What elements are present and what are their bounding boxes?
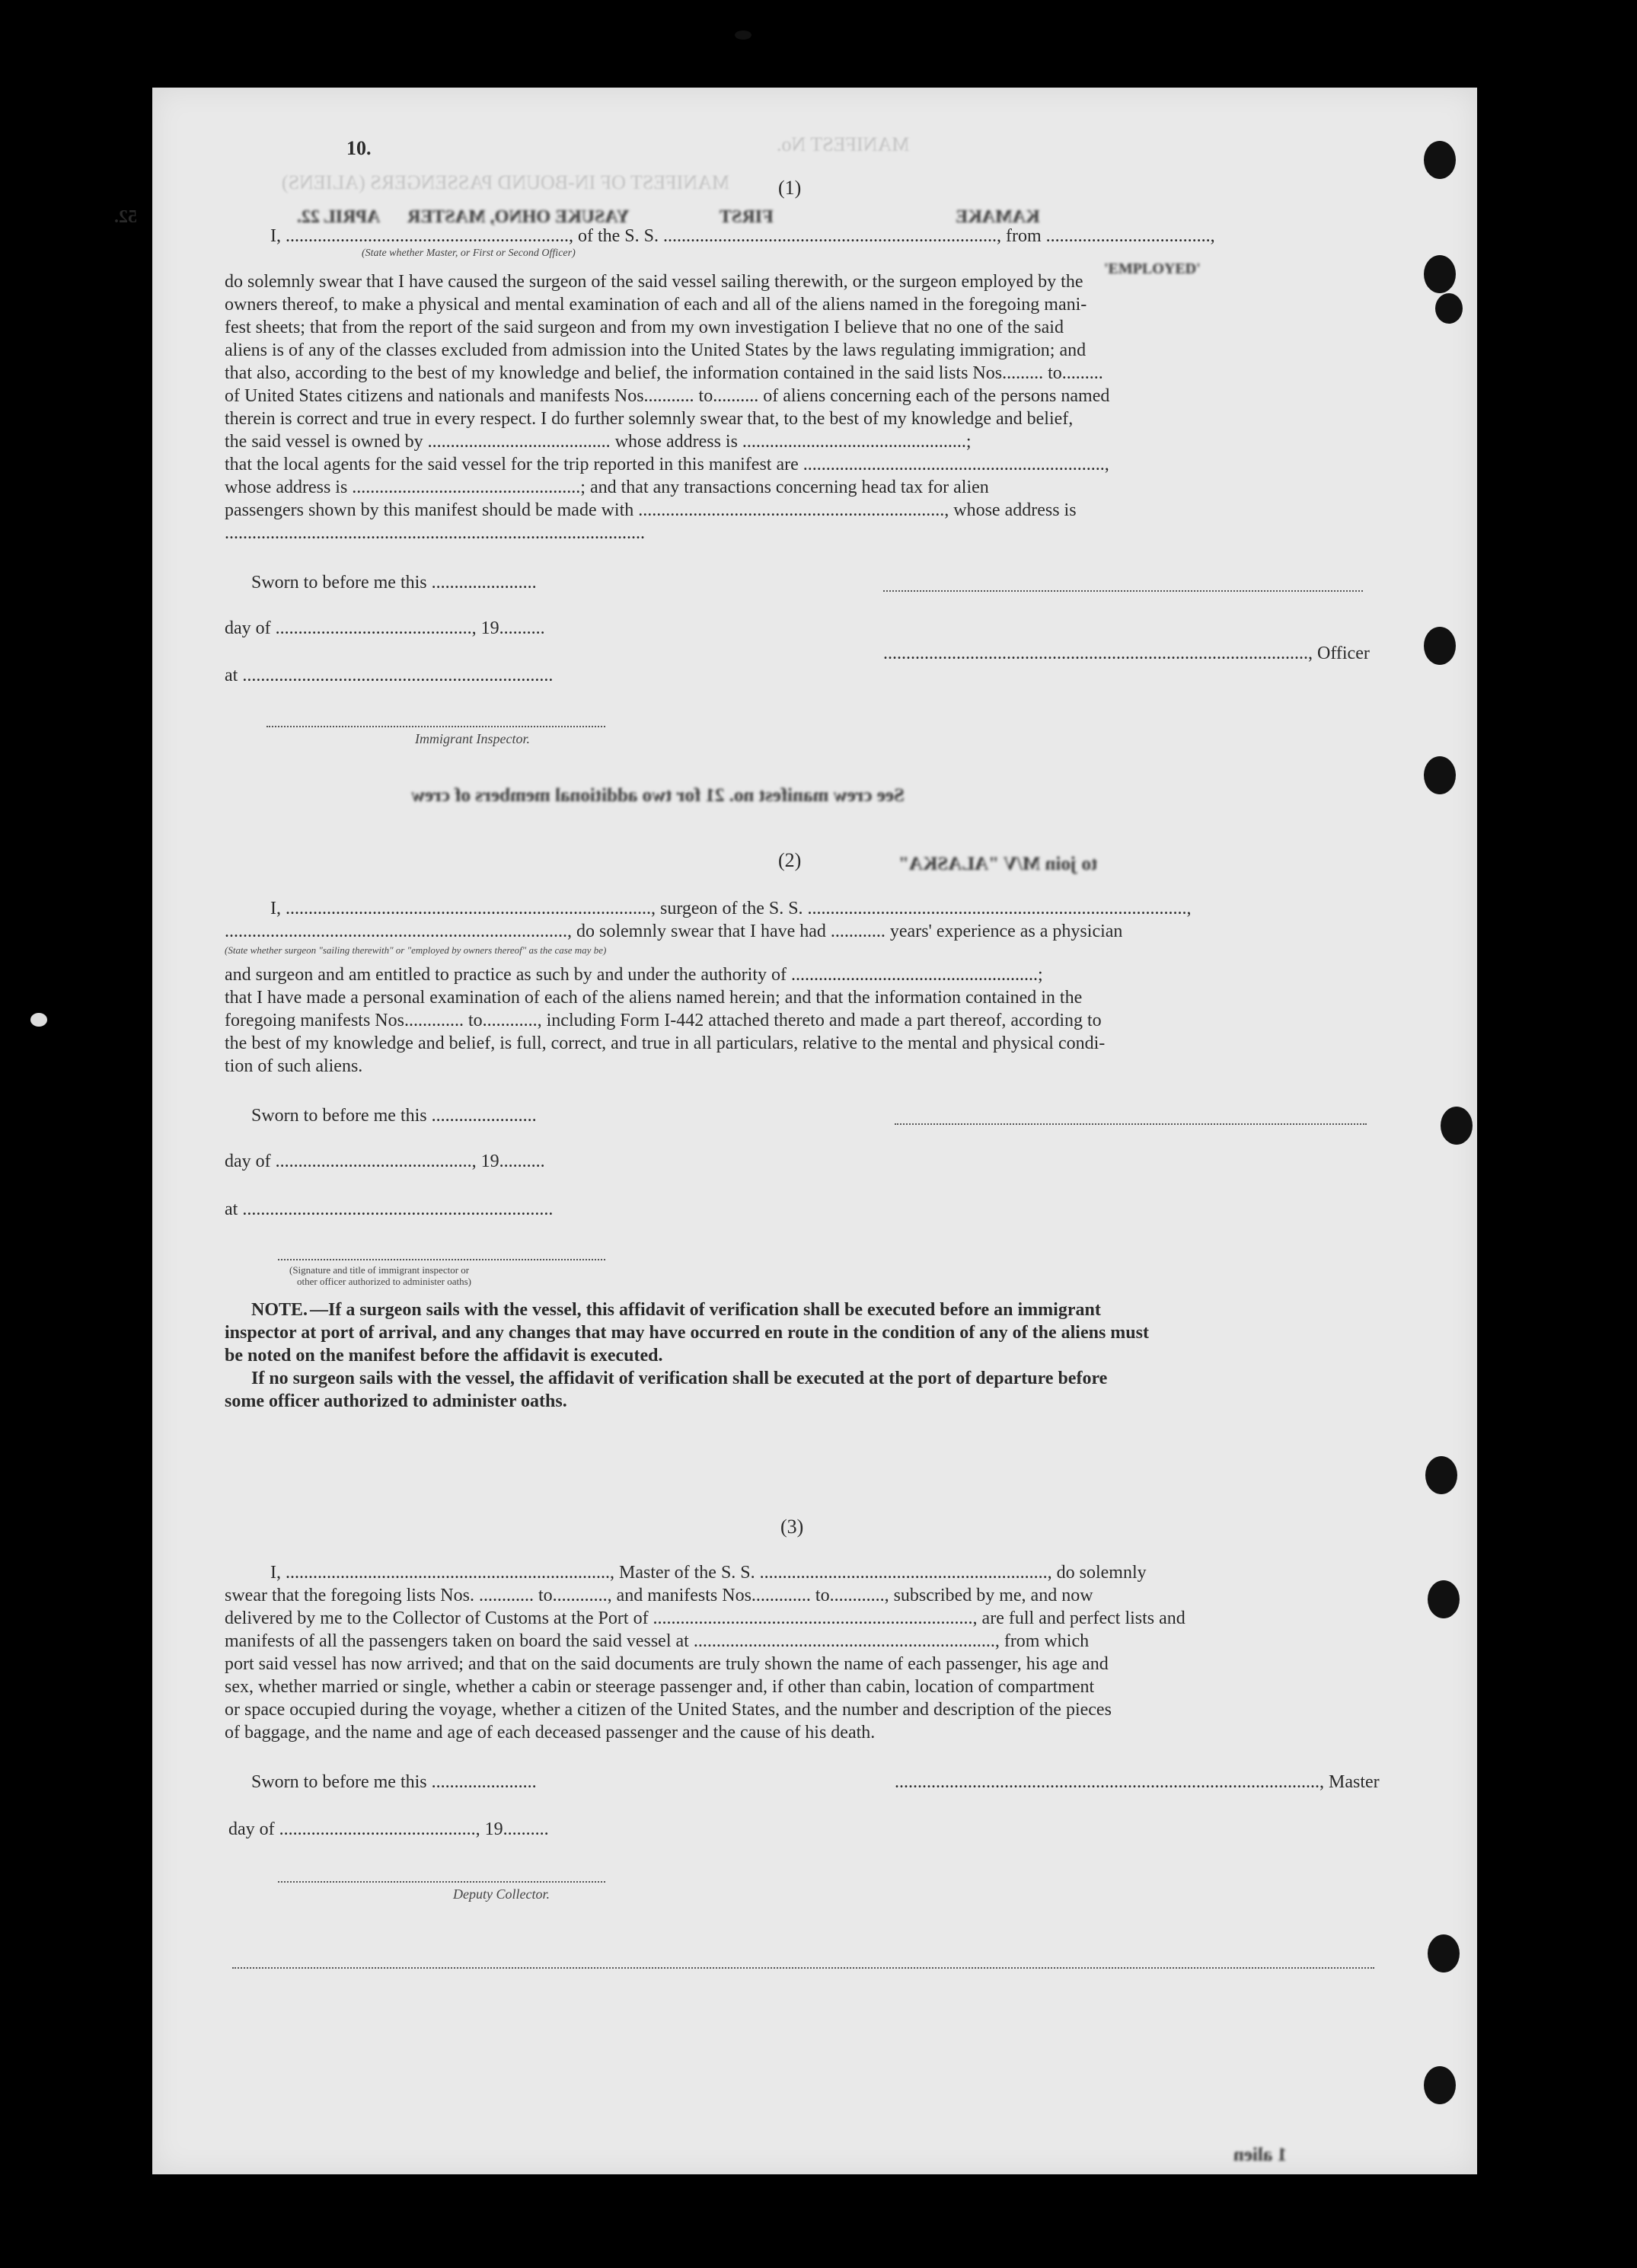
- s3-para-line: swear that the foregoing lists Nos. ............ to............, and manifests Nos............. to............, subscribed by me, and now: [225, 1586, 1093, 1605]
- punch-hole: [1424, 627, 1456, 665]
- s1-day: day of ..........................................., 19..........: [225, 618, 545, 638]
- s2-sworn: Sworn to before me this .......................: [251, 1106, 537, 1126]
- s1-sworn: Sworn to before me this .......................: [251, 573, 537, 593]
- bottom-rule: [232, 1967, 1374, 1969]
- s1-officer-line: ............................................................................................., Officer: [883, 644, 1370, 663]
- s3-para-line: sex, whether married or single, whether a cabin or steerage passenger and, if other than cabin, location of compartment: [225, 1677, 1095, 1697]
- punch-hole: [1441, 1107, 1473, 1145]
- s1-para-line: therein is correct and true in every respect. I do further solemnly swear that, to the best of my knowledge and belief,: [225, 409, 1074, 429]
- s1-para-line: aliens is of any of the classes excluded from admission into the United States by the laws regulating immigration; and: [225, 340, 1087, 360]
- s1-para-line: that the local agents for the said vessel for the trip reported in this manifest are ..................................................................,: [225, 455, 1109, 474]
- s1-signature-line: [883, 590, 1363, 592]
- manifest-page: [114, 88, 1477, 2174]
- s3-para-line: port said vessel has now arrived; and that on the said documents are truly shown the name of each passenger, his age and: [225, 1654, 1109, 1674]
- speck: [735, 30, 751, 40]
- s1-para-line: ............................................................................................: [225, 523, 645, 543]
- typed-officer-name: YASUKE OHNO, MASTER: [407, 207, 630, 227]
- s1-para-line: passengers shown by this manifest should be made with ..................................................................., whose address is: [225, 500, 1077, 520]
- s1-para-line: the said vessel is owned by ........................................ whose address is .................................................;: [225, 432, 972, 452]
- typed-rank: FIRST: [720, 207, 774, 227]
- s3-para-line: I, ......................................................................., Master of the S. S. ..............................................................., do solemnly: [270, 1563, 1147, 1583]
- s2-signature-line: [895, 1123, 1367, 1125]
- s1-para-line: fest sheets; that from the report of the said surgeon and from my own investigation I believe that no one of the said: [225, 318, 1064, 337]
- section-1-number: (1): [778, 177, 802, 199]
- s2-day: day of ..........................................., 19..........: [225, 1152, 545, 1171]
- punch-hole: [1424, 141, 1456, 179]
- s3-para-line: delivered by me to the Collector of Customs at the Port of ......................................................................, are full and perfect lists and: [225, 1608, 1185, 1628]
- punch-hole: [1424, 756, 1456, 794]
- s1-inspector-caption: Immigrant Inspector.: [415, 731, 530, 746]
- s1-para-line: that also, according to the best of my knowledge and belief, the information contained in the said lists Nos......... to.........: [225, 363, 1103, 383]
- section-2-number: (2): [778, 849, 802, 871]
- typed-date: APRIL 22.: [297, 207, 381, 227]
- punch-hole: [1425, 1456, 1457, 1494]
- reversed-note-join: to join M/V "ALASKA": [898, 854, 1098, 874]
- punch-hole: [1424, 255, 1456, 293]
- note-line: If no surgeon sails with the vessel, the affidavit of verification shall be executed at the port of departure before: [251, 1369, 1108, 1388]
- s2-para-line: foregoing manifests Nos............. to............, including Form I-442 attached thereto and made a part thereof, according to: [225, 1011, 1102, 1030]
- s3-collector-caption: Deputy Collector.: [453, 1886, 550, 1902]
- s3-collector-line: [278, 1881, 605, 1883]
- s1-inspector-line: [266, 726, 605, 727]
- reversed-note-crew: See crew manifest no. 21 for two additional members of crew: [411, 785, 905, 806]
- s1-para-line: of United States citizens and nationals and manifests Nos........... to.......... of aliens concerning each of the persons named: [225, 386, 1110, 406]
- note-line: —If a surgeon sails with the vessel, this affidavit of verification shall be executed before an immigrant: [310, 1300, 1101, 1320]
- s3-para-line: of baggage, and the name and age of each deceased passenger and the cause of his death.: [225, 1723, 876, 1743]
- s3-para-line: manifests of all the passengers taken on board the said vessel at .................................................................., from which: [225, 1631, 1090, 1651]
- s1-para-line: do solemnly swear that I have caused the surgeon of the said vessel sailing therewith, or the surgeon employed by the: [225, 272, 1083, 292]
- s2-inspector-line: [278, 1259, 605, 1260]
- s2-para-line: the best of my knowledge and belief, is full, correct, and true in all particulars, relative to the mental and physical condi-: [225, 1033, 1106, 1053]
- s3-sworn: Sworn to before me this .......................: [251, 1772, 537, 1792]
- note-line: be noted on the manifest before the affidavit is executed.: [225, 1346, 663, 1366]
- s2-caption: (State whether surgeon "sailing therewith" or "employed by owners thereof" as the case may be): [225, 944, 607, 956]
- left-mark: 52.: [114, 207, 137, 227]
- s2-line-1: I, ................................................................................, surgeon of the S. S. ...................................................................................,: [270, 899, 1192, 918]
- note-label: NOTE.: [251, 1300, 308, 1320]
- s2-at: at ....................................................................: [225, 1199, 554, 1219]
- ghost-header-title: MANIFEST OF IN-BOUND PASSENGERS (ALIENS): [282, 171, 729, 193]
- s2-para-line: that I have made a personal examination of each of the aliens named herein; and that the information contained in the: [225, 988, 1083, 1008]
- s2-para-line: and surgeon and am entitled to practice as such by and under the authority of ......................................................;: [225, 965, 1043, 985]
- typed-surgeon: 'EMPLOYED': [1104, 260, 1201, 277]
- s2-sig-caption-1: (Signature and title of immigrant inspector or: [289, 1264, 470, 1276]
- s2-line-2: ..........................................................................., do solemnly swear that I have had ............ years' experience as a physician: [225, 922, 1123, 941]
- s1-para-line: whose address is ..................................................; and that any transactions concerning head tax for alien: [225, 478, 989, 497]
- s1-at: at ....................................................................: [225, 666, 554, 685]
- punch-hole: [1424, 2066, 1456, 2104]
- s1-line-1: I, .............................................................., of the S. S. ........................................................................., from ....................................,: [270, 226, 1215, 246]
- s2-para-line: tion of such aliens.: [225, 1056, 363, 1076]
- punch-hole: [1435, 293, 1463, 324]
- ghost-header-sub: MANIFEST No.: [777, 133, 910, 155]
- mirrored-stamp: 1 alien: [1233, 2145, 1288, 2165]
- punch-hole: [1428, 1580, 1460, 1618]
- s3-day: day of ..........................................., 19..........: [228, 1819, 549, 1839]
- s3-para-line: or space occupied during the voyage, whether a citizen of the United States, and the number and description of the pieces: [225, 1700, 1112, 1720]
- speck: [30, 1013, 47, 1027]
- s1-line-1-caption: (State whether Master, or First or Second Officer): [362, 248, 576, 259]
- corner-number: 10.: [346, 137, 372, 159]
- punch-hole: [1428, 1934, 1460, 1973]
- section-3-number: (3): [780, 1516, 804, 1538]
- s3-master-line: ............................................................................................., Master: [895, 1772, 1380, 1792]
- typed-vessel: KAMAKE: [956, 207, 1040, 227]
- note-line: some officer authorized to administer oaths.: [225, 1391, 567, 1411]
- note-line: inspector at port of arrival, and any changes that may have occurred en route in the condition of any of the aliens must: [225, 1323, 1149, 1343]
- s2-sig-caption-2: other officer authorized to administer oaths): [297, 1276, 471, 1287]
- s1-para-line: owners thereof, to make a physical and mental examination of each and all of the aliens named in the foregoing mani-: [225, 295, 1087, 315]
